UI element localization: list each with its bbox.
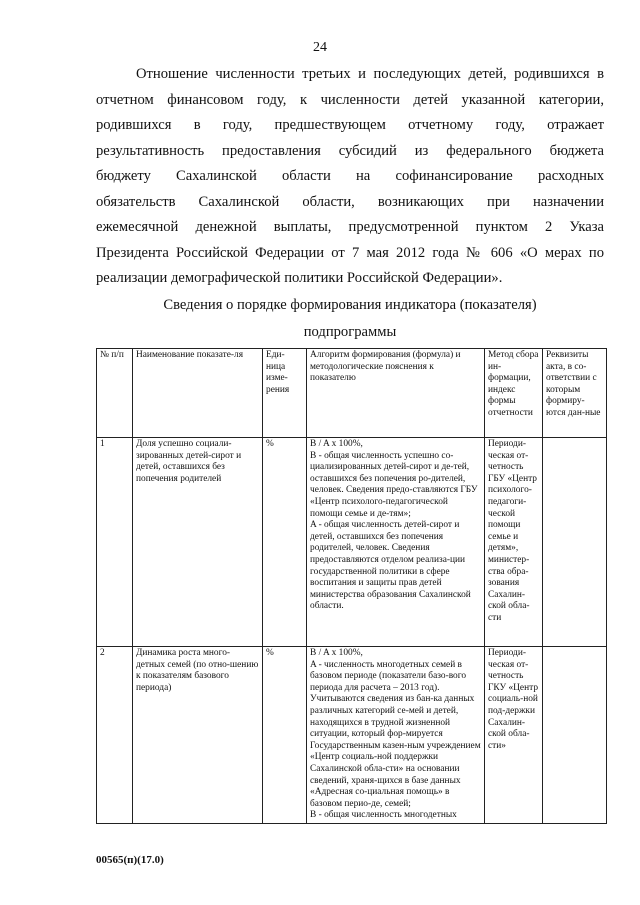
- paragraph-line: отчетном финансовом году, к численности детей указанной категории,: [96, 91, 604, 108]
- algorithm-line: B / A x 100%,: [310, 439, 363, 449]
- indicator-requisites: [543, 438, 607, 647]
- row-number: 1: [97, 438, 133, 647]
- indicator-requisites: [543, 647, 607, 824]
- row-number: 2: [97, 647, 133, 824]
- algorithm-line: A - общая численность детей-сирот и детей, оставшихся без попечения родителей, человек. Сведения предоставляются отделом реализа-ции государственной политики в сфере воспитания и защиты прав детей министерства образования Сахалинской области.: [310, 520, 471, 612]
- paragraph-line: родившихся в году, предшествующем отчетному году, отражает: [96, 117, 604, 133]
- algorithm-line: A - численность многодетных семей в базовом периоде (показатели базо-вого периода для расчета – 2013 год). Учитываются сведения из бан-ка данных различных категорий се-мей и детей, находящихся в трудной жизненной ситуации, который фор-мируется Государственным казен-ным учреждением «Центр социаль-ной поддержки Сахалинской обла-сти» на основании сведений, храня-щихся в базе данных «Адресная со-циальная помощь» в базовом перио-де, семей;: [310, 659, 481, 809]
- indicator-method: Периоди-ческая от-четность ГБУ «Центр психолого-педагоги-ческой помощи семье и детям», министер-ства обра-зования Сахалин-ской обла-сти: [485, 438, 543, 647]
- table-row: [97, 438, 607, 647]
- header-unit: Еди-ница изме-рения: [263, 349, 307, 438]
- indicator-name: Доля успешно социали-зированных детей-сирот и детей, оставшихся без попечения родителей: [133, 438, 263, 647]
- indicator-algorithm: [307, 647, 485, 824]
- paragraph-line: реализации демографической политики Российской Федерации».: [96, 270, 503, 286]
- document-code: 00565(п)(17.0): [96, 854, 164, 866]
- header-method: Метод сбора ин-формации, индекс формы отчетности: [485, 349, 543, 438]
- section-title-line: подпрограммы: [303, 324, 397, 340]
- body-paragraph: [96, 62, 604, 292]
- indicators-table: [96, 348, 607, 824]
- paragraph-line: бюджету Сахалинской области на софинансирование расходных: [96, 168, 604, 184]
- indicator-name: Динамика роста много-детных семей (по отно-шению к показателям базового периода): [133, 647, 263, 824]
- header-num: № п/п: [97, 349, 133, 438]
- table-row: [97, 647, 607, 824]
- page-number: 24: [313, 40, 327, 55]
- paragraph-line: Президента Российской Федерации от 7 мая 2012 года № 606 «О мерах по: [96, 244, 604, 261]
- paragraph-line: результативность предоставления субсидий из федерального бюджета: [96, 142, 604, 159]
- paragraph-line: Отношение численности третьих и последующих детей, родившихся в: [136, 66, 604, 82]
- indicator-algorithm: [307, 438, 485, 647]
- paragraph-line: ежемесячной денежной выплаты, предусмотренной пунктом 2 Указа: [96, 219, 604, 235]
- header-name: Наименование показате-ля: [133, 349, 263, 438]
- table-header-row: [97, 349, 607, 438]
- algorithm-line: B / A x 100%,: [310, 648, 363, 658]
- header-algorithm: Алгоритм формирования (формула) и методологические пояснения к показателю: [307, 349, 485, 438]
- section-title-line: Сведения о порядке формирования индикатора (показателя): [163, 297, 537, 313]
- paragraph-line: обязательств Сахалинской области, возникающих при назначении: [96, 193, 604, 210]
- algorithm-line: B - общая численность успешно со-циализированных детей-сирот и де-тей, оставшихся без попечения ро-дителей, человек. Сведения предо-ставляются ГБУ «Центр психолого-педагогической помощи семье и де-тям»;: [310, 450, 478, 519]
- indicator-method: Периоди-ческая от-четность ГКУ «Центр социаль-ной под-держки Сахалин-ской обла-сти»: [485, 647, 543, 824]
- header-requisites: Реквизиты акта, в со-ответствии с которым формиру-ются дан-ные: [543, 349, 607, 438]
- indicator-unit: %: [263, 647, 307, 824]
- section-title: [96, 292, 604, 346]
- algorithm-line: B - общая численность многодетных: [310, 810, 457, 821]
- indicator-unit: %: [263, 438, 307, 647]
